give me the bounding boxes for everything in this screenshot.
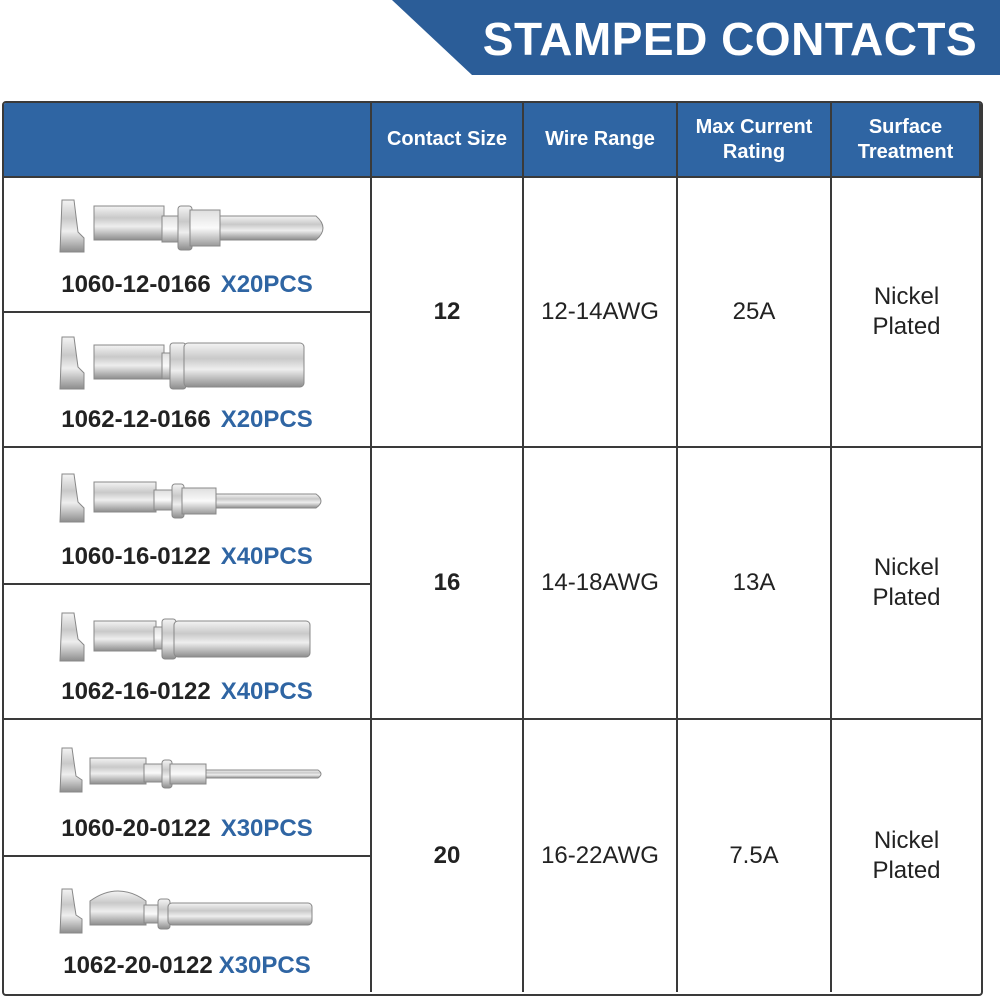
header-wire-range: Wire Range — [524, 103, 678, 178]
surface-treatment-value: Nickel Plated — [872, 827, 941, 884]
male-pin-contact-icon — [54, 462, 334, 537]
surface-treatment-value: Nickel Plated — [832, 448, 981, 720]
title-banner — [0, 0, 1000, 75]
header-max-current: Max Current Rating — [678, 103, 832, 178]
product-cell — [4, 178, 372, 313]
male-pin-contact-icon — [54, 192, 334, 267]
contact-size-value: 16 — [372, 448, 524, 720]
max-current-value: 13A — [678, 448, 832, 720]
wire-range-value: 16-22AWG — [524, 720, 678, 992]
product-cell — [4, 313, 372, 448]
part-number: 1060-16-0122 — [61, 543, 211, 570]
quantity-label: X20PCS — [220, 406, 313, 433]
contact-size-value: 20 — [372, 720, 524, 992]
male-pin-contact-icon — [54, 734, 334, 809]
part-number: 1062-20-0122 — [63, 952, 213, 979]
max-current-value: 7.5A — [678, 720, 832, 992]
female-socket-contact-icon — [54, 871, 334, 946]
part-number: 1060-12-0166 — [61, 271, 211, 298]
header-image-cell — [4, 103, 372, 178]
product-cell — [4, 720, 372, 857]
part-number: 1060-20-0122 — [61, 815, 211, 842]
quantity-label: X40PCS — [220, 678, 313, 705]
female-socket-contact-icon — [54, 599, 334, 674]
header-surface-treatment: Surface Treatment — [832, 103, 981, 178]
part-number: 1062-16-0122 — [61, 678, 211, 705]
product-cell — [4, 585, 372, 720]
surface-treatment-value: Nickel Plated — [832, 178, 981, 448]
product-cell — [4, 448, 372, 585]
quantity-label: X30PCS — [218, 952, 311, 979]
part-number: 1062-12-0166 — [61, 406, 211, 433]
max-current-value: 25A — [678, 178, 832, 448]
specs-table — [2, 101, 983, 996]
contact-size-value: 12 — [372, 178, 524, 448]
header-contact-size: Contact Size — [372, 103, 524, 178]
product-cell — [4, 857, 372, 992]
female-socket-contact-icon — [54, 327, 334, 402]
wire-range-value: 14-18AWG — [524, 448, 678, 720]
wire-range-value: 12-14AWG — [524, 178, 678, 448]
quantity-label: X30PCS — [220, 815, 313, 842]
quantity-label: X40PCS — [220, 543, 313, 570]
page-title: STAMPED CONTACTS — [482, 13, 978, 65]
quantity-label: X20PCS — [220, 271, 313, 298]
